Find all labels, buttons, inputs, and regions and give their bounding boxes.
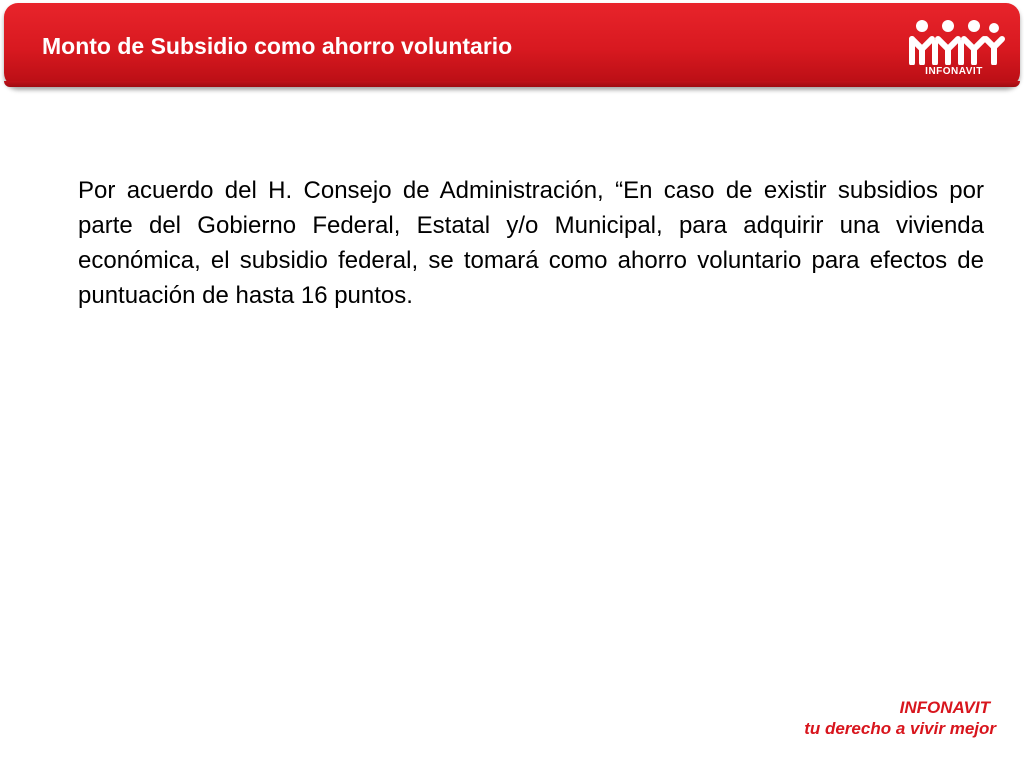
slide-title: Monto de Subsidio como ahorro voluntario — [42, 33, 513, 59]
footer-brand: INFONAVIT — [899, 698, 990, 717]
footer-slogan: tu derecho a vivir mejor — [804, 719, 996, 738]
header-bar — [4, 3, 1020, 87]
infonavit-houses-logo-icon — [902, 15, 1006, 65]
body-paragraph: Por acuerdo del H. Consejo de Administración, “En caso de existir subsidios por parte del Gobierno Federal, Estatal y/o Municipal, para adquirir una vivienda económica, el subsidio federal, se tomará como ahorro voluntario para efectos de puntuación de hasta 16 puntos. — [78, 177, 984, 309]
infonavit-logo — [902, 15, 1006, 81]
logo-text: INFONAVIT — [925, 66, 983, 77]
footer-tagline — [804, 697, 996, 739]
